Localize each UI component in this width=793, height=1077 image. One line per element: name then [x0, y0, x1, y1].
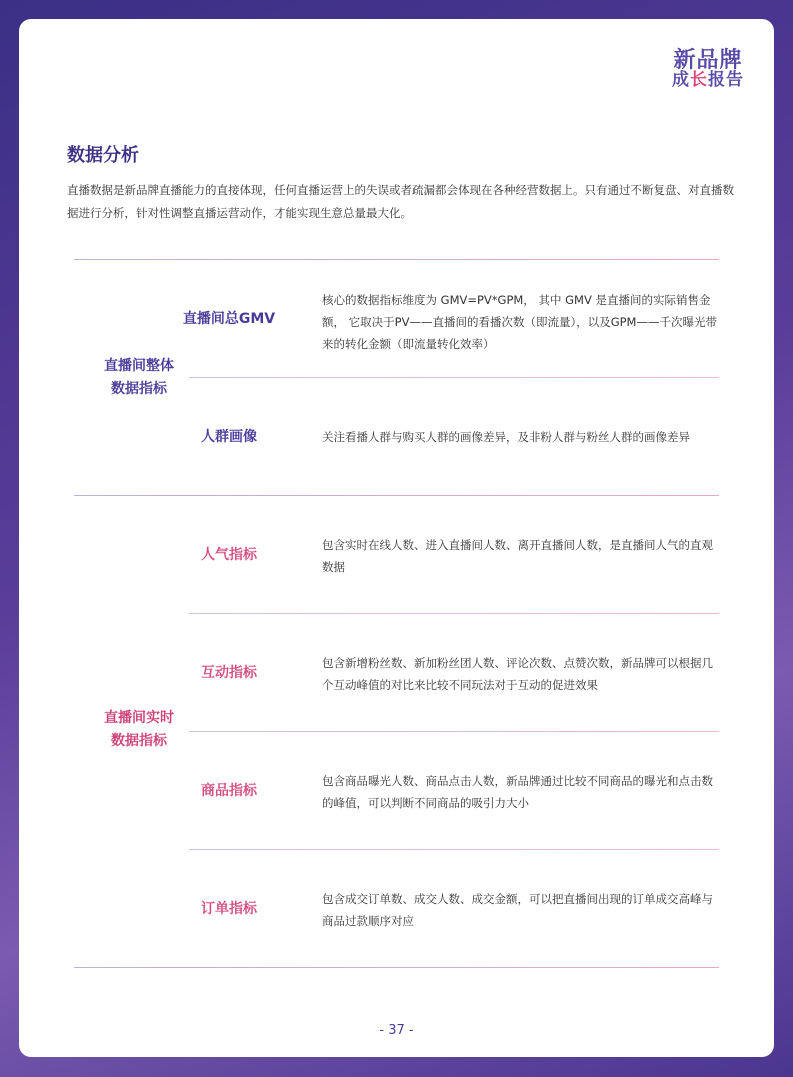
metric-audience-desc: 关注看播人群与购买人群的画像差异，及非粉人群与粉丝人群的画像差异 [322, 430, 690, 444]
report-page [19, 19, 774, 1057]
metric-audience: 人群画像 [201, 429, 257, 445]
metric-order: 订单指标 [201, 901, 257, 917]
page-number: - 37 - [379, 1023, 414, 1038]
metric-product: 商品指标 [201, 783, 257, 799]
metric-order-desc: 包含成交订单数、成交人数、成交金额，可以把直播间出现的订单成交高峰与商品过款顺序对应 [322, 892, 713, 928]
metric-gmv-desc: 核心的数据指标维度为 GMV=PV*GPM， 其中 GMV 是直播间的实际销售金额， 它取决于PV——直播间的看播次数（即流量），以及GPM——千次曝光带来的转化金额（即流量转化效率） [322, 293, 717, 351]
section-title: 数据分析 [67, 145, 139, 166]
row-divider [189, 731, 719, 732]
row-divider [189, 849, 719, 850]
group-label-overall: 直播间整体 数据指标 [104, 358, 174, 397]
metric-interaction-desc: 包含新增粉丝数、新加粉丝团人数、评论次数、点赞次数，新品牌可以根据几个互动峰值的对比来比较不同玩法对于互动的促进效果 [322, 656, 713, 692]
row-divider [189, 613, 719, 614]
metric-product-desc: 包含商品曝光人数、商品点击人数，新品牌通过比较不同商品的曝光和点击数的峰值，可以判断不同商品的吸引力大小 [322, 774, 713, 810]
intro-paragraph: 直播数据是新品牌直播能力的直接体现，任何直播运营上的失误或者疏漏都会体现在各种经营数据上。只有通过不断复盘、对直播数据进行分析，针对性调整直播运营动作，才能实现生意总量最大化。 [67, 183, 734, 220]
brand-line2: 成长报告 [672, 70, 744, 91]
metric-gmv: 直播间总GMV [182, 311, 276, 327]
metric-interaction: 互动指标 [201, 665, 257, 681]
metric-popularity: 人气指标 [201, 547, 257, 563]
row-divider [189, 377, 719, 378]
table-divider [74, 967, 719, 968]
brand-line1: 新品牌 [673, 48, 743, 73]
table-divider [74, 259, 719, 260]
metric-popularity-desc: 包含实时在线人数、进入直播间人数、离开直播间人数，是直播间人气的直观数据 [322, 538, 713, 574]
brand-logo [672, 49, 744, 90]
group-label-realtime: 直播间实时 数据指标 [104, 710, 174, 749]
table-divider [74, 495, 719, 496]
